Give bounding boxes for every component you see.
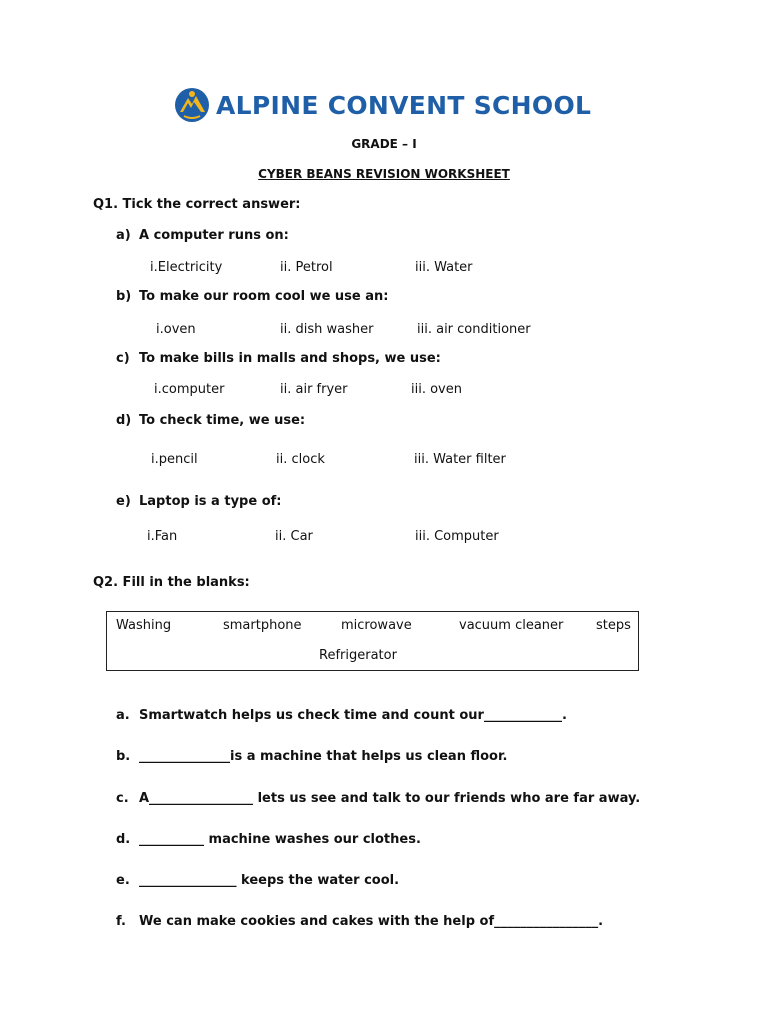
q2-item-f-marker: f. bbox=[116, 914, 126, 929]
q1-d-option-2[interactable]: ii. clock bbox=[276, 452, 325, 467]
q1-b-option-2[interactable]: ii. dish washer bbox=[280, 322, 374, 337]
q1-b-option-1[interactable]: i.oven bbox=[156, 322, 196, 337]
word-bank-smartphone: smartphone bbox=[223, 618, 302, 633]
q2-item-e-marker: e. bbox=[116, 873, 130, 888]
q2-item-a-text: Smartwatch helps us check time and count our____________. bbox=[139, 708, 567, 723]
word-bank-steps: steps bbox=[596, 618, 631, 633]
q1-d-option-3[interactable]: iii. Water filter bbox=[414, 452, 506, 467]
word-bank-washing: Washing bbox=[116, 618, 172, 633]
q2-item-c-text: A________________ lets us see and talk to our friends who are far away. bbox=[139, 791, 641, 806]
q1-e-option-1[interactable]: i.Fan bbox=[147, 529, 178, 544]
q1-c-option-3[interactable]: iii. oven bbox=[411, 382, 462, 397]
q1-item-a-question: A computer runs on: bbox=[139, 228, 289, 243]
q1-item-d-question: To check time, we use: bbox=[139, 413, 306, 428]
school-name: ALPINE CONVENT SCHOOL bbox=[216, 90, 592, 120]
q1-e-option-3[interactable]: iii. Computer bbox=[415, 529, 499, 544]
q2-item-f-text: We can make cookies and cakes with the help of________________. bbox=[139, 914, 604, 929]
q2-item-b-marker: b. bbox=[116, 749, 131, 764]
q1-a-option-3[interactable]: iii. Water bbox=[415, 260, 473, 275]
q1-a-option-2[interactable]: ii. Petrol bbox=[280, 260, 333, 275]
q1-item-e-marker: e) bbox=[116, 494, 131, 509]
word-bank-refrigerator: Refrigerator bbox=[319, 648, 397, 663]
word-bank-microwave: microwave bbox=[341, 618, 412, 633]
q2-item-e-text: _______________ keeps the water cool. bbox=[139, 873, 400, 888]
q1-item-b-question: To make our room cool we use an: bbox=[139, 289, 389, 304]
school-crest-icon bbox=[174, 86, 210, 124]
q2-item-d-text: __________ machine washes our clothes. bbox=[139, 832, 421, 847]
q1-item-e-question: Laptop is a type of: bbox=[139, 494, 282, 509]
q2-item-b-text: ______________is a machine that helps us clean floor. bbox=[139, 749, 508, 764]
grade-label: GRADE – I bbox=[351, 137, 417, 151]
worksheet-title: CYBER BEANS REVISION WORKSHEET bbox=[258, 167, 510, 181]
q1-item-d-marker: d) bbox=[116, 413, 132, 428]
q1-item-c-marker: c) bbox=[116, 351, 130, 366]
q2-heading: Q2. Fill in the blanks: bbox=[93, 575, 250, 590]
q1-item-a-marker: a) bbox=[116, 228, 131, 243]
q1-item-c-question: To make bills in malls and shops, we use: bbox=[139, 351, 441, 366]
q2-item-a-marker: a. bbox=[116, 708, 130, 723]
word-bank-vacuum-cleaner: vacuum cleaner bbox=[459, 618, 564, 633]
q2-item-c-marker: c. bbox=[116, 791, 129, 806]
school-logo bbox=[174, 86, 591, 124]
q2-item-d-marker: d. bbox=[116, 832, 131, 847]
q1-d-option-1[interactable]: i.pencil bbox=[151, 452, 198, 467]
q1-e-option-2[interactable]: ii. Car bbox=[275, 529, 313, 544]
q1-heading: Q1. Tick the correct answer: bbox=[93, 197, 301, 212]
q1-b-option-3[interactable]: iii. air conditioner bbox=[417, 322, 531, 337]
q1-item-b-marker: b) bbox=[116, 289, 132, 304]
q1-c-option-2[interactable]: ii. air fryer bbox=[280, 382, 348, 397]
q1-c-option-1[interactable]: i.computer bbox=[154, 382, 225, 397]
q1-a-option-1[interactable]: i.Electricity bbox=[150, 260, 223, 275]
